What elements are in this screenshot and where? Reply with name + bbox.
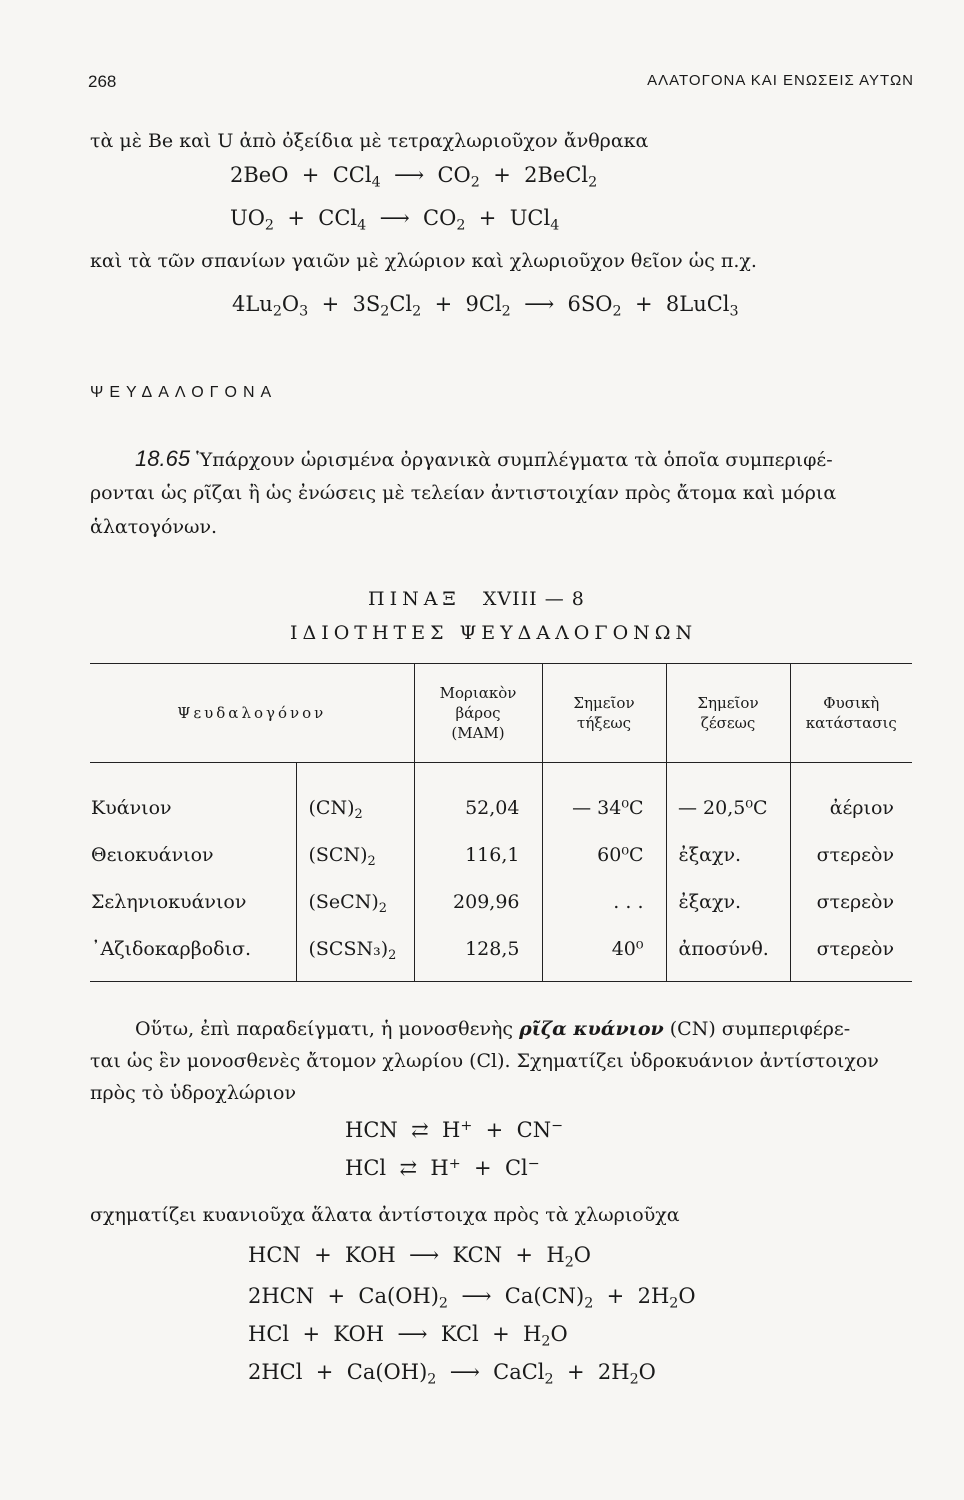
row-name: ᾿Αζιδοκαρβοδισ.	[90, 925, 296, 982]
equation-uo2: $UO_2 + CCl_4$ ⟶ $CO_2 + UCl_4$	[230, 206, 560, 234]
row-state: ἀέριον	[790, 763, 912, 832]
row-formula: $(CN)_2$	[296, 763, 414, 832]
row-mp: 60⁰C	[542, 831, 666, 878]
row-mp: 40⁰	[542, 925, 666, 982]
table-row	[90, 878, 912, 925]
table-title: ΙΔΙΟΤΗΤΕΣ ΨΕΥΔΑΛΟΓΟΝΩΝ	[290, 622, 698, 644]
equation-hcn-ion: HCN ⇄ H+ + CN−	[345, 1117, 564, 1142]
row-name: Σεληνιοκυάνιον	[91, 890, 247, 913]
example-text-1b: (CN) συμπεριφέρε-	[669, 1018, 851, 1040]
header-bp	[666, 664, 790, 763]
header-mass	[414, 664, 542, 763]
page-number: 268	[88, 72, 117, 91]
section-line-1	[135, 442, 833, 477]
table-row	[90, 925, 912, 982]
header-bp-2: ζέσεως	[700, 714, 756, 732]
section-text-1: Ὑπάρχουν ὡρισμένα ὀργανικὰ συμπλέγματα τὰ ὁποῖα συμπεριφέ-	[196, 449, 833, 471]
equation-lu2o3: $4Lu_2O_3 + 3S_2Cl_2 + 9Cl_2$ ⟶ $6SO_2$ + 8LuCl$_3$	[232, 292, 739, 320]
row-mass: 209,96	[414, 878, 542, 925]
row-bp: ἀποσύνθ.	[666, 925, 790, 982]
row-formula: $(SeCN)_2$	[296, 878, 414, 925]
row-formula: $(SCSN_3)_2$	[296, 925, 414, 982]
section-number: 18.65	[135, 446, 191, 471]
table-number: XVIII — 8	[482, 588, 585, 610]
row-name: Κυάνιον	[91, 796, 172, 819]
header-mp-1: Σημεῖον	[573, 694, 635, 712]
intro-line-2: καὶ τὰ τῶν σπανίων γαιῶν μὲ χλώριον καὶ χλωριοῦχον θεῖον ὡς π.χ.	[90, 250, 757, 272]
intro-line-1: τὰ μὲ Be καὶ U ἀπὸ ὀξείδια μὲ τετραχλωριοῦχον ἄνθρακα	[90, 130, 649, 152]
row-bp: ἐξαχν.	[666, 878, 790, 925]
header-mp	[542, 664, 666, 763]
header-state	[790, 664, 912, 763]
table-header-row	[90, 664, 912, 763]
equation-hcl-koh: HCl + KOH ⟶ KCl + $H_2O$	[248, 1322, 568, 1350]
example-text-1a: Οὕτω, ἐπὶ παραδείγματι, ἡ μονοσθενὴς	[135, 1018, 514, 1040]
row-name: Θειοκυάνιον	[91, 843, 214, 866]
section-line-2: ρονται ὡς ρῖζαι ἢ ὡς ἐνώσεις μὲ τελείαν ἀντιστοιχίαν πρὸς ἄτομα καὶ μόρια	[90, 482, 837, 504]
table-row	[90, 763, 912, 832]
row-mp: — 34⁰C	[542, 763, 666, 832]
example-emphasis: ρῖζα κυάνιον	[519, 1018, 664, 1040]
pseudohalogen-properties-table	[90, 663, 912, 982]
equation-hcl-caoh: $2HCl + Ca(OH)_2$ ⟶ CaCl$_2$ + $2H_2O$	[248, 1360, 656, 1388]
row-mass: 128,5	[414, 925, 542, 982]
equation-beo: 2BeO + CCl$_4$ ⟶ $CO_2$ + 2BeCl$_2$	[230, 163, 598, 191]
header-mass-2: βάρος	[455, 704, 501, 722]
equation-hcn-koh: HCN + KOH ⟶ KCN + $H_2O$	[248, 1243, 591, 1271]
row-mass: 52,04	[414, 763, 542, 832]
table-row	[90, 831, 912, 878]
header-mp-2: τήξεως	[577, 714, 631, 732]
equation-hcn-caoh: $2HCN + Ca(OH)_2$ ⟶ $Ca(CN)_2 + 2H_2O$	[248, 1284, 696, 1312]
section-heading: ΨΕΥΔΑΛΟΓΟΝΑ	[90, 384, 278, 401]
example-line-2: ται ὡς ἓν μονοσθενὲς ἄτομον χλωρίου (Cl). Σχηματίζει ὑδροκυάνιον ἀντίστοιχον	[90, 1050, 879, 1072]
example-line-1	[135, 1012, 850, 1046]
row-state: στερεὸν	[790, 925, 912, 982]
table-label: ΠΙΝΑΞ	[368, 588, 461, 610]
header-name: Ψευδαλογόνον	[90, 664, 414, 763]
row-state: στερεὸν	[790, 831, 912, 878]
header-state-2: κατάστασις	[805, 714, 897, 732]
running-head: ΑΛΑΤΟΓΟΝΑ ΚΑΙ ΕΝΩΣΕΙΣ ΑΥΤΩΝ	[647, 72, 914, 89]
row-mass: 116,1	[414, 831, 542, 878]
row-bp: — 20,5⁰C	[666, 763, 790, 832]
example-line-3: πρὸς τὸ ὑδροχλώριον	[90, 1082, 297, 1104]
row-state: στερεὸν	[790, 878, 912, 925]
equation-hcl-ion: HCl ⇄ H+ + Cl−	[345, 1155, 540, 1180]
section-line-3: ἁλατογόνων.	[90, 516, 218, 538]
row-bp: ἐξαχν.	[666, 831, 790, 878]
header-mass-3: (ΜΑΜ)	[451, 724, 505, 742]
header-mass-1: Μοριακὸν	[439, 684, 517, 702]
header-bp-1: Σημεῖον	[697, 694, 759, 712]
example-line-4: σχηματίζει κυανιοῦχα ἅλατα ἀντίστοιχα πρὸς τὰ χλωριοῦχα	[90, 1204, 680, 1226]
header-state-1: Φυσικὴ	[823, 694, 880, 712]
row-mp: . . .	[542, 878, 666, 925]
row-formula: $(SCN)_2$	[296, 831, 414, 878]
table-label-line	[368, 588, 585, 610]
